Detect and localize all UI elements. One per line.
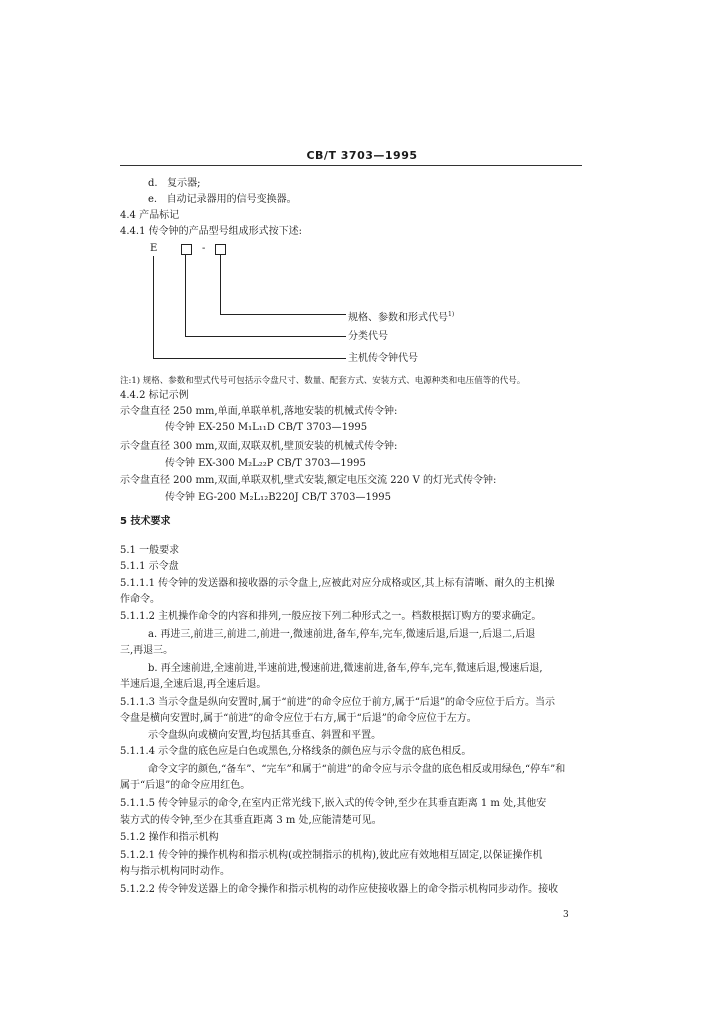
para-5-1-1-5-cont: 装方式的传令钟,至少在其垂直距离 3 m 处,应能清楚可见。 bbox=[120, 815, 382, 826]
list-item-e: e. 自动记录器用的信号变换器。 bbox=[148, 194, 297, 205]
example-1-desc: 示令盘直径 250 mm,单面,单联单机,落地安装的机械式传令钟: bbox=[120, 406, 398, 417]
item-b-cont: 半速后退,全速后退,再全速后退。 bbox=[120, 679, 267, 690]
para-5-1-2-1: 5.1.2.1 传令钟的操作机构和指示机构(或控制指示的机构),彼此应有效地相互固定,以保证操作机 bbox=[120, 850, 543, 861]
diagram-box-2 bbox=[215, 244, 226, 255]
para-5-1-1-1-cont: 作命令。 bbox=[120, 594, 160, 605]
item-b: b. 再全速前进,全速前进,半速前进,慢速前进,微速前进,备车,停车,完车,微速后退,慢速后退, bbox=[148, 663, 543, 674]
diagram-box-1 bbox=[181, 244, 192, 255]
diagram-leader-1-v bbox=[220, 255, 221, 314]
section-4-4: 4.4 产品标记 bbox=[120, 210, 180, 221]
para-5-1-1-5: 5.1.1.5 传令钟显示的命令,在室内正常光线下,嵌入式的传令钟,至少在其垂直距离 1 m 处,其他安 bbox=[120, 798, 547, 809]
para-5-1-1-3-cont: 令盘是横向安置时,属于“前进”的命令应位于右方,属于“后退”的命令应位于左方。 bbox=[120, 713, 477, 724]
diagram-dash: - bbox=[202, 243, 206, 254]
item-a-cont: 三,再退三。 bbox=[120, 645, 174, 656]
list-item-d: d. 复示器; bbox=[148, 178, 201, 189]
diagram-label-spec: 规格、参数和形式代号$^{1)}$ bbox=[348, 311, 455, 324]
section-5-1-2: 5.1.2 操作和指示机构 bbox=[120, 832, 219, 843]
para-5-1-1-3: 5.1.1.3 当示令盘是纵向安置时,属于“前进”的命令应位于前方,属于“后退”的命令应位于后方。当示 bbox=[120, 697, 555, 708]
section-4-4-1: 4.4.1 传令钟的产品型号组成形式按下述: bbox=[120, 226, 302, 237]
page-header: CB/T 3703—1995 bbox=[306, 149, 418, 162]
diagram-leader-2-h bbox=[185, 336, 346, 337]
section-5-1-1: 5.1.1 示令盘 bbox=[120, 561, 179, 572]
example-3-mark: 传令钟 EG-200 M₂L₁₂B220J CB/T 3703—1995 bbox=[165, 492, 391, 503]
section-4-4-2: 4.4.2 标记示例 bbox=[120, 390, 189, 401]
diagram-leader-3-v bbox=[153, 256, 154, 358]
diagram-leader-2-v bbox=[185, 255, 186, 336]
para-5-1-1-3-note: 示令盘纵向或横向安置,均包括其垂直、斜置和平置。 bbox=[148, 730, 382, 741]
diagram-leader-1-h bbox=[220, 314, 346, 315]
para-5-1-2-2: 5.1.2.2 传令钟发送器上的命令操作和指示机构的动作应使接收器上的命令指示机构同步动作。接收 bbox=[120, 884, 559, 895]
footnote: 注:1) 规格、参数和型式代号可包括示令盘尺寸、数量、配套方式、安装方式、电源种类和电压值等的代号。 bbox=[120, 376, 526, 386]
para-5-1-1-4-cont: 命令文字的颜色,“备车”、“完车”和属于“前进”的命令应与示令盘的底色相反或用绿色,“停车”和 bbox=[148, 764, 566, 775]
section-5-1: 5.1 一般要求 bbox=[120, 545, 180, 556]
diagram-leader-3-h bbox=[153, 358, 346, 359]
para-5-1-2-1-cont: 构与指示机构同时动作。 bbox=[120, 866, 230, 877]
para-5-1-1-4: 5.1.1.4 示令盘的底色应是白色或黑色,分格线条的颜色应与示令盘的底色相反。 bbox=[120, 746, 472, 757]
example-1-mark: 传令钟 EX-250 M₁L₁₁D CB/T 3703—1995 bbox=[165, 422, 368, 433]
page-number: 3 bbox=[563, 910, 569, 920]
header-rule bbox=[120, 165, 582, 166]
para-5-1-1-2: 5.1.1.2 主机操作命令的内容和排列,一般应按下列二种形式之一。档数根据订购方的要求确定。 bbox=[120, 611, 542, 622]
diagram-label-main: 主机传令钟代号 bbox=[348, 353, 418, 364]
diagram-label-class: 分类代号 bbox=[348, 331, 388, 342]
para-5-1-1-4-cont2: 属于“后退”的命令应用红色。 bbox=[120, 780, 251, 791]
example-3-desc: 示令盘直径 200 mm,双面,单联双机,壁式安装,额定电压交流 220 V 的灯光式传令钟: bbox=[120, 475, 497, 486]
example-2-desc: 示令盘直径 300 mm,双面,双联双机,壁顶安装的机械式传令钟: bbox=[120, 441, 398, 452]
item-a: a. 再进三,前进三,前进二,前进一,微速前进,备车,停车,完车,微速后退,后退一,后退二,后退 bbox=[148, 629, 536, 640]
para-5-1-1-1: 5.1.1.1 传令钟的发送器和接收器的示令盘上,应被此对应分成格或区,其上标有清晰、耐久的主机操 bbox=[120, 578, 555, 589]
section-5-title: 5 技术要求 bbox=[120, 516, 171, 527]
diagram-letter-e: E bbox=[150, 243, 158, 254]
example-2-mark: 传令钟 EX-300 M₂L₂₂P CB/T 3703—1995 bbox=[165, 458, 366, 469]
